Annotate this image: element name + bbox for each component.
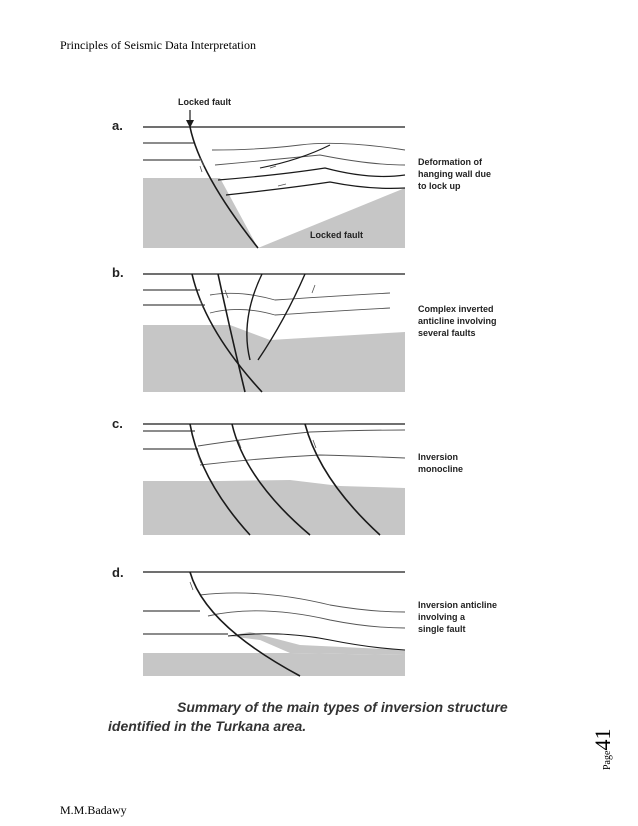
panel-a-hw-3 [218,168,405,180]
panel-a-label-3: to lock up [418,181,461,191]
panel-a-label-2: hanging wall due [418,169,492,179]
panel-c-layer-4 [200,455,405,465]
panel-a-label-1: Deformation of [418,157,482,167]
panel-d-label-1: Inversion anticline [418,600,498,610]
panel-d-basement [143,653,405,676]
panel-a-letter: a. [112,118,123,133]
panel-c-layer-3 [198,430,405,446]
panel-c-basement [143,480,405,535]
panel-a-inner-label: Locked fault [310,230,364,240]
slip-arrow [190,582,193,590]
panel-d-label-2: involving a [418,612,466,622]
panel-a-hw-4 [226,182,405,195]
panel-a-basement [143,178,258,248]
panel-a [112,118,491,248]
panel-b [112,265,497,392]
panel-c-label-1: Inversion [418,452,459,462]
figure-caption-line-1: Summary of the main types of inversion structure [177,699,508,715]
locked-fault-top-label: Locked fault [178,97,232,107]
panel-b-label-2: anticline involving [418,316,497,326]
panel-d [112,565,497,676]
panel-c-letter: c. [112,416,123,431]
panel-b-layer-4 [210,308,390,315]
panel-a-hw-2 [215,155,405,165]
page-header: Principles of Seismic Data Interpretation [60,38,256,52]
panel-d-letter: d. [112,565,124,580]
panel-b-layer-3 [210,293,390,300]
panel-d-label-3: single fault [418,624,466,634]
panel-b-label-3: several faults [418,328,476,338]
panel-d-fold-2 [208,611,405,628]
page-number [590,728,615,770]
page-number-value: 41 [590,728,615,751]
figure-caption-line-2: identified in the Turkana area. [108,718,307,734]
page-footer: M.M.Badawy [60,803,127,817]
panel-c [112,416,463,535]
panel-c-label-2: monocline [418,464,464,474]
panel-b-label-1: Complex inverted [418,304,494,314]
slip-arrow [270,166,286,186]
panel-a-backthrust [260,145,330,168]
panel-b-letter: b. [112,265,124,280]
page-number-word: Page [602,750,613,770]
panel-a-hw-1 [212,143,405,150]
panel-d-fold-1 [200,593,405,612]
panel-d-wedge [228,632,405,655]
